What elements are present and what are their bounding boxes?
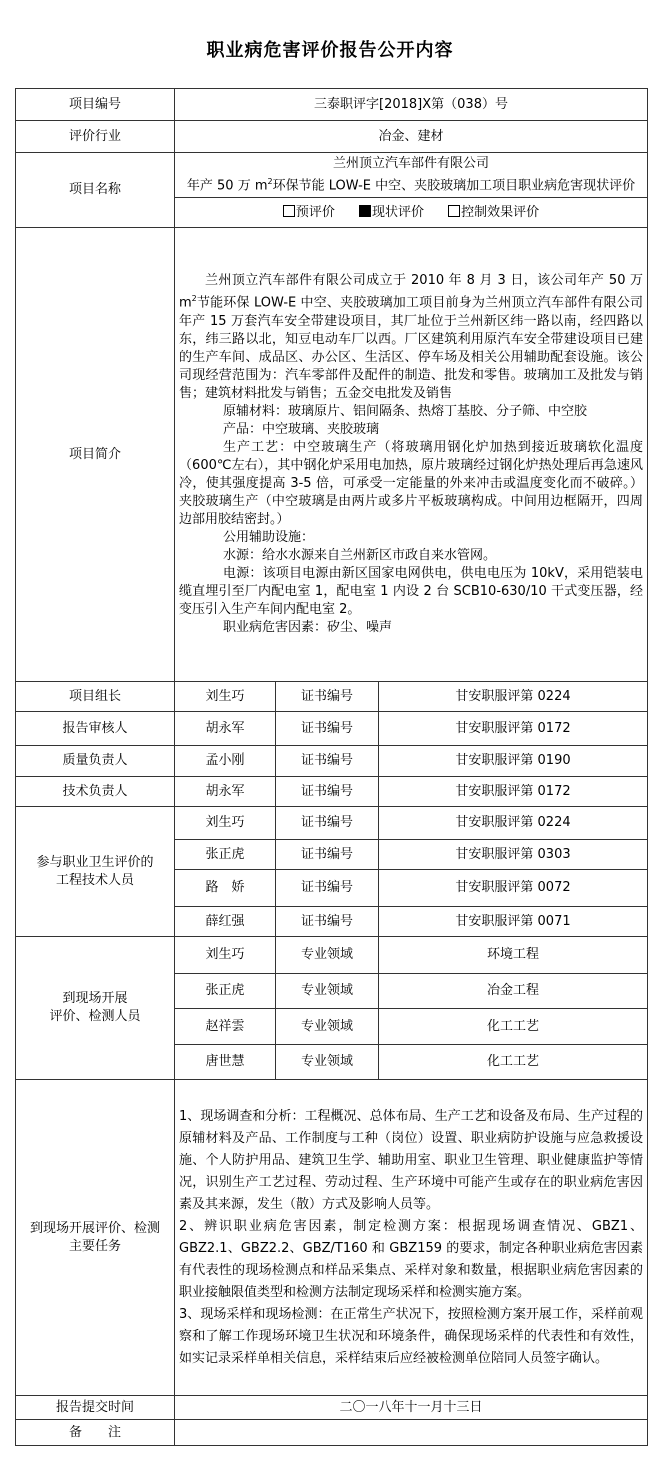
quality-cert: 甘安职服评第 0190 <box>379 746 648 777</box>
page-title: 职业病危害评价报告公开内容 <box>206 40 454 61</box>
reviewer-name: 胡永军 <box>175 712 276 746</box>
team-leader-label: 项目组长 <box>16 682 175 712</box>
engineer-field: 证书编号 <box>276 870 379 907</box>
intro-materials: 原辅材料：玻璃原片、铝间隔条、热熔丁基胶、分子筛、中空胶 <box>223 403 588 419</box>
row-engineer-1 <box>16 807 648 840</box>
onsite-label-line2: 评价、检测人员 <box>49 1009 141 1024</box>
technical-label: 技术负责人 <box>16 777 175 807</box>
row-team-leader <box>16 682 648 712</box>
tasks-content <box>175 1080 648 1396</box>
reviewer-label: 报告审核人 <box>16 712 175 746</box>
onsite-specialty: 化工工艺 <box>379 1045 648 1080</box>
control-eval-label: 控制效果评价 <box>461 204 540 220</box>
engineer-cert: 甘安职服评第 0303 <box>379 840 648 870</box>
row-project-name <box>16 153 648 198</box>
onsite-name: 张正虎 <box>175 974 276 1009</box>
row-technical <box>16 777 648 807</box>
row-project-no <box>16 89 648 121</box>
row-intro <box>16 228 648 682</box>
intro-water: 水源：给水水源来自兰州新区市政自来水管网。 <box>223 547 497 563</box>
onsite-specialty: 冶金工程 <box>379 974 648 1009</box>
task-item: 3、现场采样和现场检测：在正常生产状况下，按照检测方案开展工作，采样前观察和了解工作现场环境卫生状况和环境条件，确保现场采样的代表性和有效性，如实记录采样单相关信息，采样结束后应经被检测单位陪同人员签字确认。 <box>179 1306 644 1366</box>
intro-power: 电源：该项目电源由新区国家电网供电，供电电压为 10kV，采用铠装电缆直埋引至厂内配电室 1，配电室 1 内设 2 台 SCB10-630/10 干式变压器，经变压引入生产车间内配电室 2。 <box>179 565 644 617</box>
engineer-name: 薛红强 <box>175 907 276 937</box>
intro-hazards: 职业病危害因素：矽尘、噪声 <box>223 619 393 635</box>
technical-field: 证书编号 <box>276 777 379 807</box>
row-quality <box>16 746 648 777</box>
control-eval-checkbox[interactable] <box>448 205 460 217</box>
intro-p1-sup: 2 <box>191 294 197 304</box>
onsite-specialty: 环境工程 <box>379 937 648 974</box>
project-full-name <box>179 173 643 195</box>
intro-utilities: 公用辅助设施： <box>223 529 315 545</box>
project-name-suffix: 环保节能 LOW-E 中空、夹胶玻璃加工项目职业病危害现状评价 <box>272 178 636 194</box>
onsite-name: 刘生巧 <box>175 937 276 974</box>
onsite-field: 专业领域 <box>276 974 379 1009</box>
eval-type-options <box>175 198 648 228</box>
onsite-specialty: 化工工艺 <box>379 1009 648 1045</box>
industry-value: 冶金、建材 <box>175 121 648 153</box>
engineers-label-line1: 参与职业卫生评价的 <box>36 854 154 870</box>
quality-label: 质量负责人 <box>16 746 175 777</box>
tasks-label-line1: 到现场开展评价、检测 <box>29 1220 160 1236</box>
industry-label: 评价行业 <box>16 121 175 153</box>
submit-time-value: 二〇一八年十一月十三日 <box>175 1396 648 1420</box>
engineer-cert: 甘安职服评第 0071 <box>379 907 648 937</box>
option-pre-eval[interactable] <box>283 204 335 222</box>
project-no-label: 项目编号 <box>16 89 175 121</box>
onsite-field: 专业领域 <box>276 1045 379 1080</box>
engineer-name: 路 娇 <box>175 870 276 907</box>
row-industry <box>16 121 648 153</box>
quality-field: 证书编号 <box>276 746 379 777</box>
intro-process: 生产工艺：中空玻璃生产（将玻璃用钢化炉加热到接近玻璃软化温度（600℃左右），其中钢化炉采用电加热，原片玻璃经过钢化炉热处理后再急速风冷，使其强度提高 3-5 倍，可承受一定能量的外来冲击或温度变化而不破碎。）夹胶玻璃生产（中空玻璃是由两片或多片平板玻璃构成。中间用边框隔开，四周边部用胶结密封。） <box>179 439 644 527</box>
option-control-eval[interactable] <box>448 204 539 222</box>
project-name-value <box>175 153 648 198</box>
project-name-label: 项目名称 <box>16 153 175 228</box>
engineer-name: 张正虎 <box>175 840 276 870</box>
company-name: 兰州顶立汽车部件有限公司 <box>333 155 490 171</box>
row-tasks <box>16 1080 648 1396</box>
engineer-field: 证书编号 <box>276 907 379 937</box>
intro-paragraph <box>179 272 643 402</box>
onsite-name: 赵祥雲 <box>175 1009 276 1045</box>
intro-label: 项目简介 <box>16 228 175 682</box>
engineer-field: 证书编号 <box>276 807 379 840</box>
technical-name: 胡永军 <box>175 777 276 807</box>
option-status-eval[interactable] <box>359 204 424 222</box>
remark-label: 备 注 <box>16 1420 175 1446</box>
team-leader-cert: 甘安职服评第 0224 <box>379 682 648 712</box>
onsite-label-line1: 到现场开展 <box>62 991 128 1006</box>
remark-value[interactable] <box>175 1420 648 1446</box>
onsite-field: 专业领域 <box>276 1009 379 1045</box>
row-reviewer <box>16 712 648 746</box>
report-table <box>15 88 648 1446</box>
task-item: 1、现场调查和分析：工程概况、总体布局、生产工艺和设备及布局、生产过程的原辅材料及产品、工作制度与工种（岗位）设置、职业病防护设施与应急救援设施、个人防护用品、建筑卫生学、辅助用室、职业卫生管理、职业健康监护等情况，识别生产工艺过程、劳动过程、生产环境中可能产生或存在的职业病危害因素及其来源，发生（散）方式及影响人员等。 <box>179 1108 644 1212</box>
intro-p1-b: 节能环保 LOW-E 中空、夹胶玻璃加工项目前身为兰州顶立汽车部件有限公司年产 15 万套汽车安全带建设项目，其厂址位于兰州新区纬一路以南，经四路以东，纬三路以北，知豆电动车厂以西。厂区建筑利用原汽车安全带建设项目已建的生产车间、成品区、办公区、生活区、停车场及相关公用辅助配套设施。该公司现经营范围为：汽车零部件及配件的制造、批发和零售。玻璃加工及批发与销售；建筑材料批发与销售；五金交电批发及销售 <box>179 295 644 401</box>
project-name-sup: 2 <box>267 176 273 186</box>
tasks-label-line2: 主要任务 <box>68 1238 121 1254</box>
engineer-cert: 甘安职服评第 0072 <box>379 870 648 907</box>
engineer-field: 证书编号 <box>276 840 379 870</box>
task-item: 2、辨识职业病危害因素，制定检测方案：根据现场调查情况、GBZ1、GBZ2.1、GBZ2.2、GBZ/T160 和 GBZ159 的要求，制定各种职业病危害因素有代表性的现场检测点和样品采集点、采样对象和数量，根据职业病危害因素的职业接触限值类型和检测方法制定现场采样和检测实施方案。 <box>179 1218 644 1300</box>
tasks-label <box>16 1080 175 1396</box>
engineers-label-line2: 工程技术人员 <box>55 872 134 888</box>
pre-eval-checkbox[interactable] <box>283 205 295 217</box>
intro-content <box>175 228 648 682</box>
pre-eval-label: 预评价 <box>295 204 335 220</box>
project-no-value: 三泰职评字[2018]X第（038）号 <box>175 89 648 121</box>
status-eval-label: 现状评价 <box>372 204 425 220</box>
quality-name: 孟小刚 <box>175 746 276 777</box>
status-eval-checkbox[interactable] <box>359 205 371 217</box>
intro-products: 产品：中空玻璃、夹胶玻璃 <box>223 421 380 437</box>
intro-p1-a: 兰州顶立汽车部件有限公司成立于 2010 年 8 月 3 日，该公司年产 50 万 m <box>179 273 644 311</box>
reviewer-field: 证书编号 <box>276 712 379 746</box>
reviewer-cert: 甘安职服评第 0172 <box>379 712 648 746</box>
team-leader-field: 证书编号 <box>276 682 379 712</box>
onsite-field: 专业领域 <box>276 937 379 974</box>
submit-time-label: 报告提交时间 <box>16 1396 175 1420</box>
team-leader-name: 刘生巧 <box>175 682 276 712</box>
row-submit-time <box>16 1396 648 1420</box>
onsite-label <box>16 937 175 1080</box>
technical-cert: 甘安职服评第 0172 <box>379 777 648 807</box>
row-remark <box>16 1420 648 1446</box>
onsite-name: 唐世慧 <box>175 1045 276 1080</box>
engineer-name: 刘生巧 <box>175 807 276 840</box>
row-onsite-1 <box>16 937 648 974</box>
project-name-prefix: 年产 50 万 m <box>186 178 268 194</box>
engineers-label <box>16 807 175 937</box>
engineer-cert: 甘安职服评第 0224 <box>379 807 648 840</box>
